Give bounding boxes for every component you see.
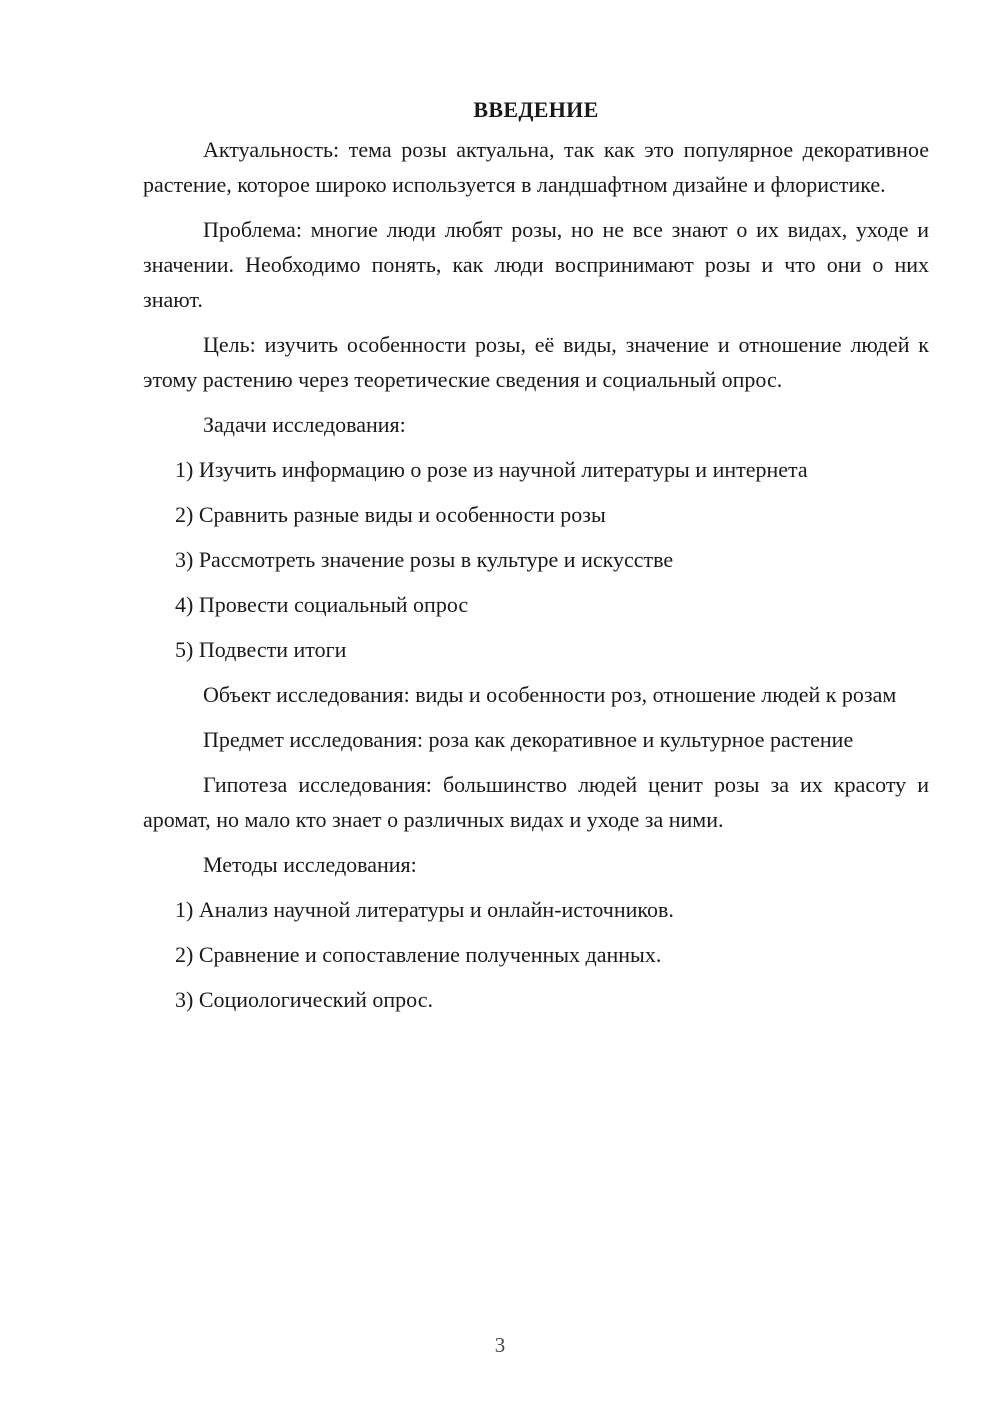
- list-item: 5) Подвести итоги: [175, 637, 347, 662]
- tasks-list: [143, 452, 929, 667]
- list-item: 2) Сравнить разные виды и особенности розы: [175, 502, 606, 527]
- list-item: 3) Рассмотреть значение розы в культуре и искусстве: [175, 547, 674, 572]
- goal-paragraph: Цель: изучить особенности розы, её виды, значение и отношение людей к этому растению через теоретические сведения и социальный опрос.: [143, 332, 929, 392]
- document-page: [143, 92, 929, 1027]
- problem-paragraph: Проблема: многие люди любят розы, но не все знают о их видах, уходе и значении. Необходимо понять, как люди воспринимают розы и что они о них знают.: [143, 217, 929, 312]
- page-number: 3: [494, 1333, 506, 1357]
- subject-paragraph: Предмет исследования: роза как декоративное и культурное растение: [203, 727, 854, 752]
- list-item: 2) Сравнение и сопоставление полученных данных.: [175, 942, 662, 967]
- page-title: ВВЕДЕНИЕ: [473, 97, 599, 122]
- tasks-heading: Задачи исследования:: [203, 412, 406, 437]
- hypothesis-paragraph: Гипотеза исследования: большинство людей ценит розы за их красоту и аромат, но мало кто знает о различных видах и уходе за ними.: [143, 772, 929, 832]
- relevance-paragraph: Актуальность: тема розы актуальна, так как это популярное декоративное растение, которое широко используется в ландшафтном дизайне и флористике.: [143, 137, 929, 197]
- list-item: 4) Провести социальный опрос: [175, 592, 469, 617]
- list-item: 3) Социологический опрос.: [175, 987, 433, 1012]
- list-item: 1) Изучить информацию о розе из научной литературы и интернета: [175, 457, 808, 482]
- object-paragraph: Объект исследования: виды и особенности роз, отношение людей к розам: [203, 682, 897, 707]
- methods-heading: Методы исследования:: [203, 852, 417, 877]
- methods-list: [143, 892, 929, 1017]
- list-item: 1) Анализ научной литературы и онлайн-источников.: [175, 897, 674, 922]
